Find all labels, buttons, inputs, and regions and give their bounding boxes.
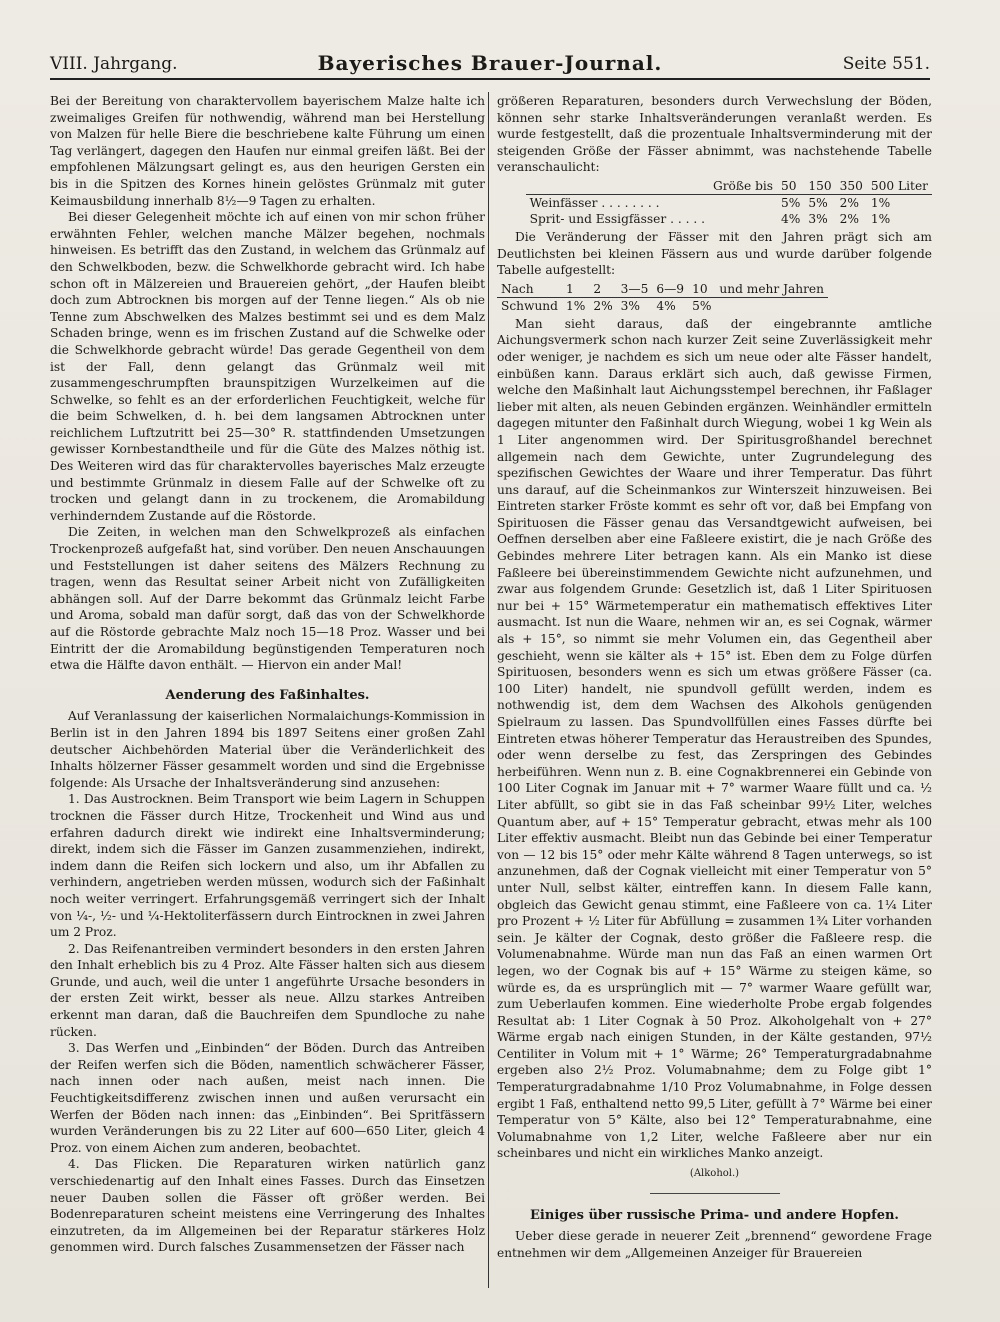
source-signature: (Alkohol.) xyxy=(689,1168,740,1180)
table-cell: 5% xyxy=(777,194,804,211)
table-cell: 1 xyxy=(565,281,574,296)
page-number: Seite 551. xyxy=(842,54,930,74)
article-heading: Einiges über russische Prima- und andere Hopfen. xyxy=(530,1207,899,1223)
table-cell: Weinfässer . . . . . . . . xyxy=(526,194,709,211)
table-cell: 5% xyxy=(804,194,835,211)
table-cell: 3—5 xyxy=(620,281,649,296)
table-cell: 2 xyxy=(593,281,602,296)
paragraph: Bei der Bereitung von charaktervollem bayerischem Malze halte ich zweimaliges Greifen für nothwendig, während man bei Herstellung von Malzen für helle Biere die beschriebene kalte Führung um einen Tag verlängert, dagegen den Haufen nur einmal greifen läßt. Bei der empfohlenen Mälzungsart gelingt es, aus den heurigen Gersten ein bis in die Spitzen des Kornes hinein gelöstes Grünmalz mit guter Keimausbildung innerhalb 8½—9 Tagen zu erhalten. xyxy=(50,94,485,208)
table-cell: 50 xyxy=(781,178,797,193)
table-cell: Größe bis xyxy=(712,178,774,193)
paragraph: größeren Reparaturen, besonders durch Verwechslung der Böden, können sehr starke Inhaltsveränderungen veranlaßt werden. Es wurde festgestellt, daß die prozentuale Inhaltsverminderung mit der steigenden Größe der Fässer abnimmt, was nachstehende Tabelle veranschaulicht: xyxy=(497,94,932,175)
table-header-row xyxy=(526,178,932,195)
section-separator xyxy=(650,1193,780,1194)
size-shrinkage-table xyxy=(526,178,932,227)
table-cell: 6—9 xyxy=(656,281,685,296)
table-cell: 1% xyxy=(870,211,891,226)
journal-title: Bayerisches Brauer-Journal. xyxy=(317,51,663,75)
article-heading: Aenderung des Faßinhaltes. xyxy=(165,687,370,703)
paragraph: Man sieht daraus, daß der eingebrannte amtliche Aichungsvermerk schon nach kurzer Zeit seine Zuverlässigkeit mehr oder weniger, je nachdem es sich um neue oder alte Fässer handelt, einbüßen kann. Daraus erklärt sich auch, daß gewisse Firmen, welche den Maßinhalt laut Aichungsstempel berechnen, ihr Faßlager lieber mit alten, als neuen Gebinden ergänzen. Weinhändler ermitteln dagegen mitunter den Faßinhalt durch Wiegung, wobei 1 kg Wein als 1 Liter angenommen wird. Der Spiritusgroßhandel berechnet allgemein nach dem Gewichte, unter Zugrundelegung des spezifischen Gewichtes der Waare und ihrer Temperatur. Das führt uns darauf, auf die Scheinmankos zur Winterszeit hinzuweisen. Bei Eintreten starker Fröste kommt es sehr oft vor, daß bei Empfang von Spirituosen die Fässer genau das Versandtgewicht aufweisen, bei Oeffnen derselben aber eine Faßleere existirt, die je nach Größe des Gebindes mehrere Liter betragen kann. Als ein Manko ist diese Faßleere bei übereinstimmendem Gewichte nicht aufzunehmen, und zwar aus folgendem Grunde: Gesetzlich ist, daß 1 Liter Spirituosen nur bei + 15° Wärmetemperatur ein mathematisch effektives Liter ausmacht. Ist nun die Waare, nehmen wir an, es sei Cognak, wärmer als + 15°, so nimmt sie mehr Volumen ein, das Gegentheil aber geschieht, wenn sie kälter als + 15° ist. Eben dem zu Folge dürfen Spirituosen, besonders wenn es sich um etwas größere Fässer (ca. 100 Liter) handelt, nie spundvoll gefüllt werden, indem es nothwendig ist, dem dem Wachsen des Alkohols genügenden Spielraum zu lassen. Das Spundvollfüllen eines Fasses dürfte bei Eintreten etwas höherer Temperatur das Heraustreiben des Spundes, oder wenn derselbe zu fest, das Zerspringen des Gebindes herbeiführen. Wenn nun z. B. eine Cognakbrennerei ein Gebinde von 100 Liter Cognak im Januar mit + 7° warmer Waare füllt und ca. ½ Liter abfüllt, so gibt sie in das Faß scheinbar 99½ Liter, welches Quantum aber, auf + 15° Temperatur gebracht, etwas mehr als 100 Liter effektiv ausmacht. Bleibt nun das Gebinde bei einer Temperatur von — 12 bis 15° oder mehr Kälte während 8 Tagen unterwegs, so ist anzunehmen, daß der Cognak vielleicht mit einer Temperatur von 5° unter Null, selbst kälter, eintreffen kann. In diesem Falle kann, obgleich das Gewicht genau stimmt, eine Faßleere von ca. 1¼ Liter pro Prozent + ½ Liter für Abfüllung = zusammen 1¾ Liter vorhanden sein. Je kälter der Cognak, desto größer die Faßleere resp. die Volumenabnahme. Würde man nun das Faß an einen warmen Ort legen, wo der Cognak bis auf + 15° Wärme zu steigen käme, so würde es, da es ursprünglich mit — 7° warmer Waare gefüllt war, zum Ueberlaufen kommen. Eine wiederholte Probe ergab folgendes Resultat ab: 1 Liter Cognak à 50 Proz. Alkoholgehalt von + 27° Wärme ergab nach einigen Stunden, in der Kälte gestanden, 97½ Centiliter in Volum mit + 1° Wärme; 26° Temperaturgradabnahme ergeben also 2½ Proz. Volumabnahme; dem zu Folge gibt 1° Temperaturgradabnahme 1/10 Proz Volumabnahme, in Folge dessen ergibt 1 Faß, enthaltend netto 99,5 Liter, gefüllt à 7° Wärme bei einer Temperatur von 5° Kälte, also bei 12° Temperaturabnahme, eine Volumabnahme von 1,2 Liter, welche Faßleere aber nur ein scheinbares und nicht ein wirkliches Manko anzeigt. xyxy=(497,316,932,1161)
table-cell: 150 xyxy=(808,178,832,193)
paragraph: Auf Veranlassung der kaiserlichen Normalaichungs-Kommission in Berlin ist in den Jahren 1894 bis 1897 Seitens einer großen Zahl deutscher Aichbehörden Material über die Veränderlichkeit des Inhalts hölzerner Fässer gesammelt worden und sind die Ergebnisse folgende: Als Ursache der Inhaltsveränderung sind anzusehen: xyxy=(50,709,485,790)
table-cell: 3% xyxy=(808,211,828,226)
paragraph: 3. Das Werfen und „Einbinden“ der Böden. Durch das Antreiben der Reifen werfen sich die Böden, namentlich schwächerer Fässer, nach innen oder nach außen, meist nach innen. Die Feuchtigkeitsdifferenz zwischen innen und außen verursacht ein Werfen der Böden nach innen: das „Einbinden“. Bei Spritfässern wurden Veränderungen bis zu 22 Liter auf 600—650 Liter, gleich 4 Proz. von einem Aichen zum anderen, beobachtet. xyxy=(50,1041,485,1155)
table-cell: 5% xyxy=(688,297,715,314)
table-cell: 10 xyxy=(692,281,708,296)
table-cell: 350 xyxy=(839,178,863,193)
table-cell: Schwund xyxy=(497,297,562,314)
paragraph: 1. Das Austrocknen. Beim Transport wie beim Lagern in Schuppen trocknen die Fässer durch Hitze, Trockenheit und Wind aus und erfahren dadurch direkt wie indirekt eine Inhaltsverminderung; direkt, indem sich die Fässer im Ganzen zusammenziehen, indirekt, indem dann die Reifen sich lockern und also, um ihr Abfallen zu verhindern, angetrieben werden müssen, wodurch sich der Faßinhalt noch weiter verringert. Erfahrungsgemäß verringert sich der Inhalt von ¼-, ½- und ¼-Hektoliterfässern durch Eintrocknen in zwei Jahren um 2 Proz. xyxy=(50,792,485,940)
table-cell: 500 Liter xyxy=(870,178,928,193)
table-header-row xyxy=(497,281,828,298)
table-cell: 1% xyxy=(867,194,932,211)
table-cell: 4% xyxy=(652,297,688,314)
table-cell: 2% xyxy=(589,297,616,314)
age-shrinkage-table xyxy=(497,281,828,314)
left-column xyxy=(50,93,485,1293)
table-cell: und mehr Jahren xyxy=(719,281,824,296)
table-cell: Nach xyxy=(501,281,534,296)
paragraph: Bei dieser Gelegenheit möchte ich auf einen von mir schon früher erwähnten Fehler, welchen manche Mälzer begehen, nochmals hinweisen. Es betrifft das den Zustand, in welchem das Grünmalz auf den Schwelkboden, bezw. die Schwelkhorde gebracht wird. Ich habe schon oft in Mälzereien und Brauereien gehört, „der Haufen bleibt doch zum Abtrocknen bis morgen auf der Tenne liegen.“ Als ob nie Tenne zum Abschwelken des Malzes bestimmt sei und es dem Malz Schaden bringe, wenn es im frischen Zustand auf die Schwelke oder die Schwelkhorde gebracht würde! Das gerade Gegentheil von dem ist der Fall, denn gelangt das Grünmalz weil mit zusammengeschrumpften braunspitzigen Wurzelkeimen auf die Schwelke, so fehlt es an der erforderlichen Feuchtigkeit, welche für die beim Schwelken, d. h. bei dem langsamen Abtrocknen unter reichlichem Luftzutritt bei 25—30° R. stattfindenden Umsetzungen gewisser Kornbestandtheile und für die Güte des Malzes nöthig ist. Des Weiteren wird das für charaktervolles bayerisches Malz erzeugte und bestimmte Grünmalz in diesem Falle auf der Schwelke oft zu trocken und gelangt dann in zu trockenem, die Aromabildung verhinderndem Zustande auf die Röstorde. xyxy=(50,210,485,523)
paragraph: 2. Das Reifenantreiben vermindert besonders in den ersten Jahren den Inhalt erheblich bis zu 4 Proz. Alte Fässer halten sich aus diesem Grunde, und auch, weil die unter 1 angeführte Ursache besonders in der ersten Zeit wirkt, besser als neue. Allzu starkes Antreiben erkennt man daran, daß die Bauchreifen dem Spundloche zu nahe rücken. xyxy=(50,941,485,1039)
paragraph: Ueber diese gerade in neuerer Zeit „brennend“ gewordene Frage entnehmen wir dem „Allgemeinen Anzeiger für Brauereien xyxy=(497,1229,932,1260)
column-divider xyxy=(488,92,489,1288)
page-header xyxy=(50,48,930,80)
table-cell: 1% xyxy=(562,297,589,314)
paragraph: Die Zeiten, in welchen man den Schwelkprozeß als einfachen Trockenprozeß aufgefaßt hat, sind vorüber. Den neuen Anschauungen und Feststellungen ist daher seitens des Mälzers Rechnung zu tragen, wenn das Resultat seiner Arbeit nicht von Zufälligkeiten abhängen soll. Auf der Darre bekommt das Grünmalz leicht Farbe und Aroma, sobald man dafür sorgt, daß das von der Schwelkhorde auf die Röstorde gebrachte Malz noch 15—18 Proz. Wasser und bei Eintritt der die Aromabildung begünstigenden Temperaturen noch etwa die Hälfte davon enthält. — Hiervon ein ander Mal! xyxy=(50,525,485,673)
paragraph: Die Veränderung der Fässer mit den Jahren prägt sich am Deutlichsten bei kleinen Fässern aus und wurde darüber folgende Tabelle aufgestellt: xyxy=(497,229,932,278)
table-cell: 4% xyxy=(781,211,801,226)
paragraph: 4. Das Flicken. Die Reparaturen wirken natürlich ganz verschiedenartig auf den Inhalt eines Fasses. Durch das Einsetzen neuer Dauben sollen die Fässer oft größer werden. Bei Bodenreparaturen scheint meistens eine Verringerung des Inhaltes einzutreten, da im Allgemeinen bei der Reparatur stärkeres Holz genommen wird. Durch falsches Zusammensetzen der Fässer nach xyxy=(50,1157,485,1255)
table-cell: 2% xyxy=(839,211,859,226)
table-cell: 2% xyxy=(836,194,867,211)
volume-label: VIII. Jahrgang. xyxy=(50,54,178,74)
table-row xyxy=(526,194,932,211)
table-row xyxy=(526,211,932,227)
right-column xyxy=(497,93,932,1293)
table-cell: Sprit- und Essigfässer . . . . . xyxy=(529,211,705,226)
table-cell: 3% xyxy=(617,297,653,314)
table-row xyxy=(497,297,828,314)
